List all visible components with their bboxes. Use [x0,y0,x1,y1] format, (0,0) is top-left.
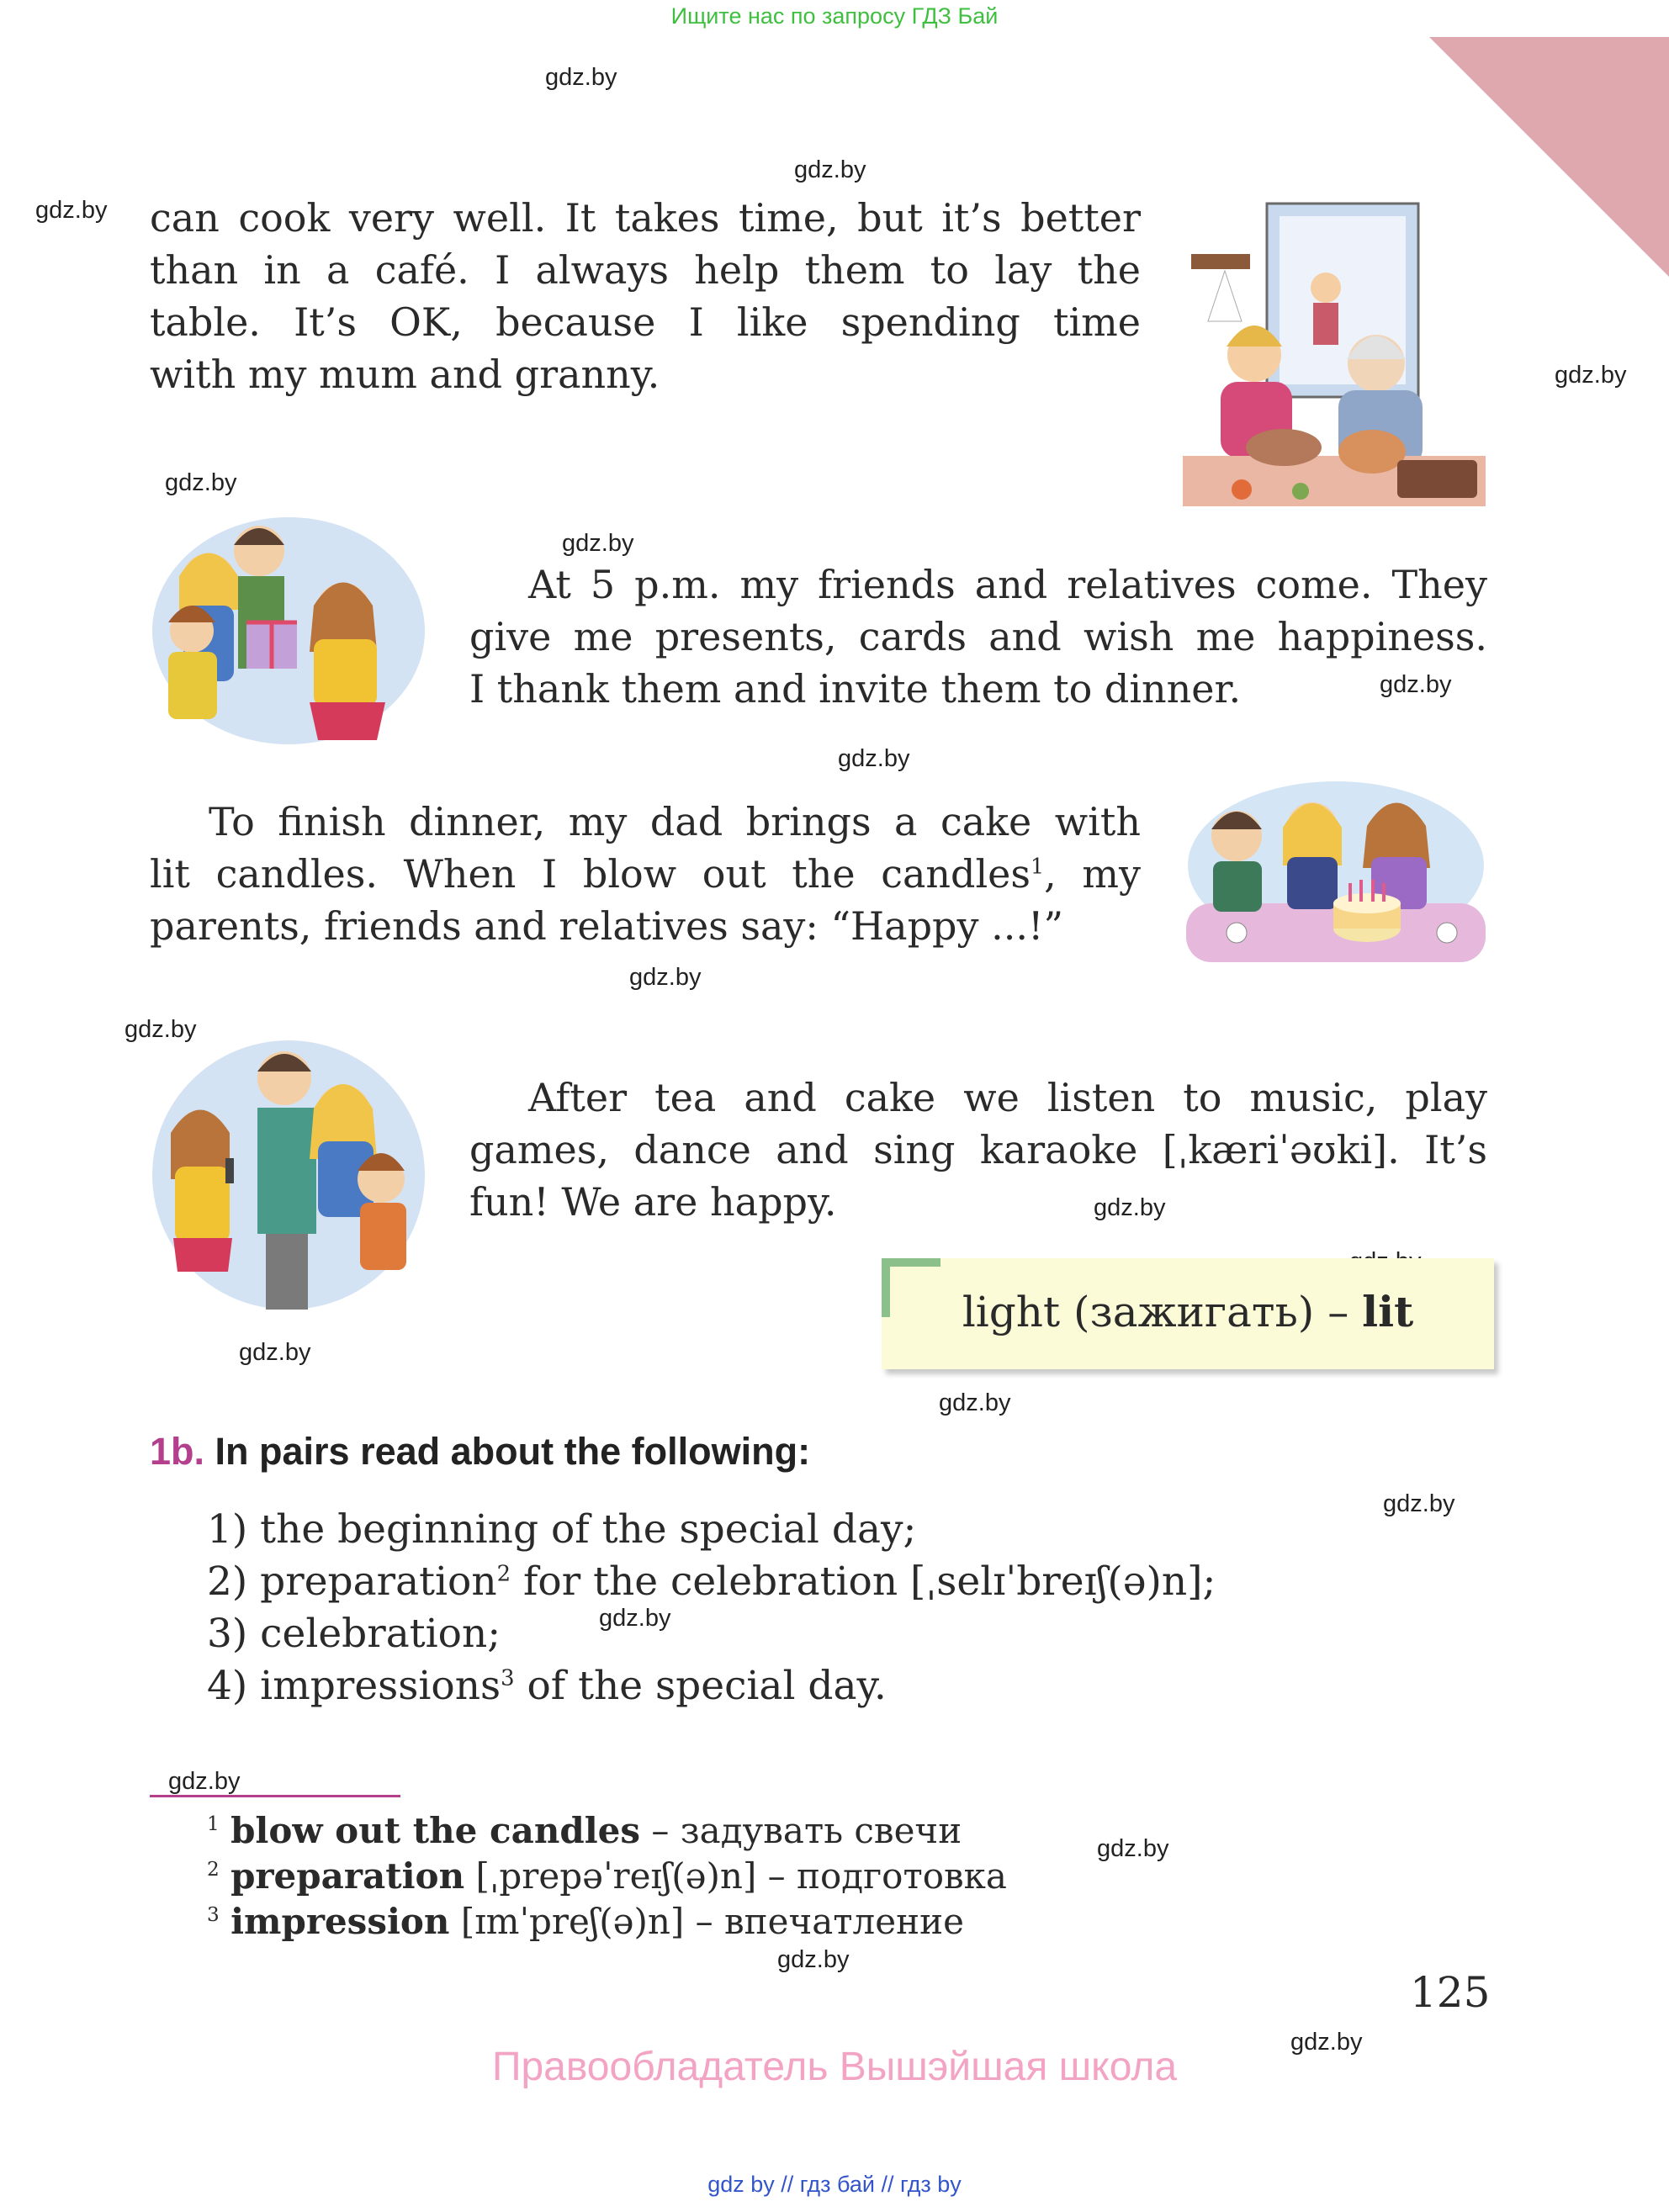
list-item: 3) celebration; [207,1611,501,1657]
paragraph-guests [469,558,1487,715]
task-text: In pairs read about the following: [204,1430,811,1473]
footnote [207,1854,1007,1899]
footnote-divider [150,1795,400,1797]
text-fragment: for the celebration [ˌselɪˈbreɪʃ(ə)n]; [511,1558,1216,1605]
text-fragment: of the special day. [514,1663,887,1709]
top-banner: Ищите нас по запросу ГДЗ Бай [670,3,999,29]
task-number: 1b. [150,1430,205,1473]
text-line: fun! We are happy. [469,1179,837,1225]
watermark: gdz.by [125,1016,197,1043]
footnote-translation: [ɪmˈpreʃ(ə)n] – впечатление [449,1901,964,1942]
footnote [207,1808,1007,1854]
grammar-note-text [882,1287,1494,1336]
footnotes [207,1808,1007,1945]
watermark: gdz.by [168,1768,241,1795]
footnote-term: impression [230,1901,450,1942]
kitchen-illustration [1174,195,1494,515]
birthday-cake-illustration [1186,777,1486,971]
note-verb: light (зажигать) – [962,1288,1363,1336]
text-line [150,848,1141,900]
footnote-number: 2 [207,1859,220,1881]
page-number: 125 [1410,1968,1491,2017]
text-line: than in a café. I always help them to lay the [150,247,1141,293]
watermark: gdz.by [794,156,866,183]
watermark: gdz.by [562,530,634,557]
footnote [207,1899,1007,1945]
text-line: give me presents, cards and wish me happiness. [469,614,1487,659]
text-fragment: lit candles. When I blow out the candles [150,851,1031,897]
friends-presents-illustration [150,513,427,749]
footnote-translation: [ˌprepəˈreɪʃ(ə)n] – подготовка [464,1855,1007,1897]
list-item [207,1556,1216,1608]
watermark: gdz.by [1097,1835,1169,1862]
watermark: gdz.by [1290,2029,1363,2056]
text-line: After tea and cake we listen to music, play [528,1075,1487,1120]
watermark: gdz.by [838,745,910,772]
text-line: At 5 p.m. my friends and relatives come. They [528,562,1487,607]
text-line: To finish dinner, my dad brings a cake with [209,799,1141,844]
watermark: gdz.by [1383,1490,1455,1517]
watermark: gdz.by [1380,671,1452,698]
paragraph-party [469,1072,1487,1228]
paragraph-cooking [150,192,1141,400]
watermark: gdz.by [599,1605,671,1632]
footnote-marker: 1 [1031,854,1045,879]
text-fragment: 2) preparation [207,1558,497,1605]
watermark: gdz.by [239,1339,311,1366]
text-fragment: 4) impressions [207,1663,501,1709]
paragraph-cake [150,796,1141,952]
text-fragment: , my [1044,851,1141,897]
text-line: parents, friends and relatives say: “Happy ...!” [150,903,1063,949]
note-corner-accent [882,1258,940,1267]
footnote-marker: 3 [501,1665,515,1691]
watermark: gdz.by [629,964,702,991]
task-list [207,1504,1216,1712]
watermark: gdz.by [165,469,237,496]
text-line: can cook very well. It takes time, but it’s better [150,195,1141,241]
footnote-translation: – задувать свечи [640,1810,962,1851]
list-item: 1) the beginning of the special day; [207,1506,917,1553]
watermark: gdz.by [1555,362,1627,389]
watermark: gdz.by [777,1946,850,1973]
task-heading [150,1430,810,1474]
watermark: gdz.by [545,64,617,91]
list-item [207,1660,1216,1712]
text-line: I thank them and invite them to dinner. [469,666,1242,712]
footnote-term: blow out the candles [230,1810,641,1851]
text-line: table. It’s OK, because I like spending time [150,299,1141,345]
footnote-number: 3 [207,1904,220,1926]
footnote-number: 1 [207,1813,220,1835]
text-line: games, dance and sing karaoke [ˌkæriˈəʊki]. It’s [469,1127,1487,1172]
watermark: gdz.by [35,197,108,224]
text-line: with my mum and granny. [150,352,660,397]
note-past-form: lit [1362,1287,1414,1336]
footnote-marker: 2 [496,1561,511,1587]
watermark: gdz.by [939,1389,1011,1416]
publisher-notice: Правообладатель Вышэйшая школа [491,2045,1178,2089]
footnote-term: preparation [230,1855,465,1897]
karaoke-illustration [150,1036,427,1314]
watermark: gdz.by [1094,1194,1166,1221]
bottom-links[interactable]: gdz by // гдз бай // гдз by [707,2172,962,2197]
